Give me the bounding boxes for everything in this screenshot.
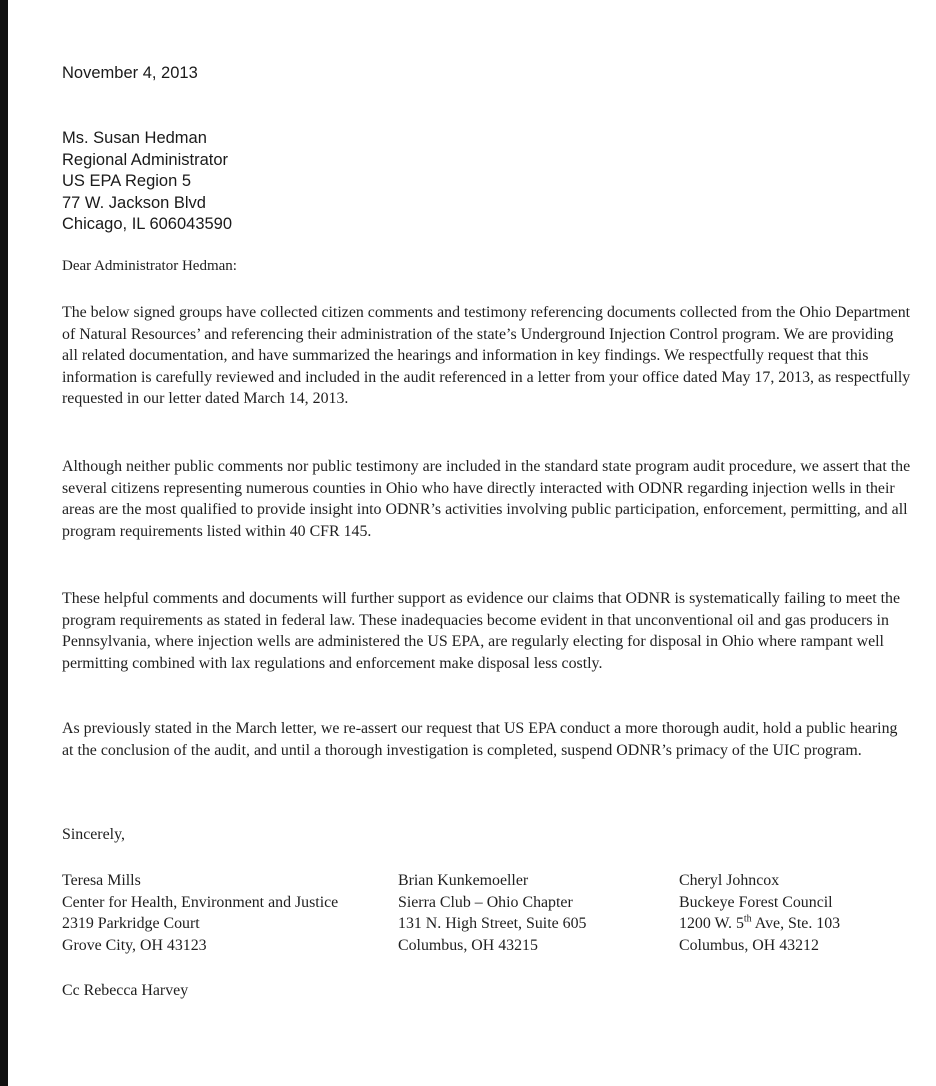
signatory-org: Buckeye Forest Council — [679, 893, 833, 911]
ordinal-suffix: th — [743, 913, 752, 925]
letter-date: November 4, 2013 — [62, 64, 198, 82]
street-number: 1200 W. 5 — [679, 915, 744, 933]
signatory-street — [679, 913, 840, 935]
body-paragraph: The below signed groups have collected citizen comments and testimony referencing documents collected from the Ohio Department of Natural Resources’ and referencing their administration of the state’s Underground Injection Control program. We are providing all related documentation, and have summarized the hearings and information in key findings. We respectfully request that this information is carefully reviewed and included in the audit referenced in a letter from your office dated May 17, 2013, as respectfully requested in our letter dated March 14, 2013. — [62, 304, 911, 408]
cc-line: Cc Rebecca Harvey — [62, 982, 189, 999]
signatory-org: Center for Health, Environment and Justice — [62, 893, 339, 911]
recipient-org: US EPA Region 5 — [62, 172, 192, 190]
body-paragraph: Although neither public comments nor public testimony are included in the standard state program audit procedure, we assert that the several citizens representing numerous counties in Ohio who have directly interacted with ODNR regarding injection wells in their areas are the most qualified to provide insight into ODNR’s activities involving public participation, enforcement, permitting, and all program requirements listed within 40 CFR 145. — [62, 458, 911, 540]
signatory-block — [679, 870, 840, 956]
street-remainder: Ave, Ste. 103 — [751, 915, 841, 933]
signatory-block — [62, 870, 338, 956]
recipient-street: 77 W. Jackson Blvd — [62, 193, 206, 212]
body-paragraph: As previously stated in the March letter, we re-assert our request that US EPA conduct a more thorough audit, hold a public hearing at the conclusion of the audit, and until a thorough investigation is completed, suspend ODNR’s primacy of the UIC program. — [62, 720, 898, 759]
signatory-city: Columbus, OH 43212 — [679, 936, 819, 954]
signatory-street: 131 N. High Street, Suite 605 — [398, 915, 587, 933]
recipient-city: Chicago, IL 606043590 — [62, 215, 233, 233]
recipient-address — [62, 128, 232, 236]
signatory-block — [398, 870, 586, 956]
signatory-name: Cheryl Johncox — [679, 872, 780, 889]
recipient-title: Regional Administrator — [62, 150, 228, 169]
salutation: Dear Administrator Hedman: — [62, 258, 237, 274]
signatory-city: Columbus, OH 43215 — [398, 936, 538, 954]
signatory-street: 2319 Parkridge Court — [62, 915, 200, 933]
closing: Sincerely, — [62, 826, 125, 843]
signatory-name: Teresa Mills — [62, 872, 141, 889]
signatory-name: Brian Kunkemoeller — [398, 872, 529, 889]
signatory-org: Sierra Club – Ohio Chapter — [398, 893, 573, 911]
signatory-city: Grove City, OH 43123 — [62, 936, 207, 954]
body-paragraph: These helpful comments and documents will further support as evidence our claims that ODNR is systematically failing to meet the program requirements as stated in federal law. These inadequacies become evident in that unconventional oil and gas producers in Pennsylvania, where injection wells are administered the US EPA, are regularly electing for disposal in Ohio where rampant well permitting combined with lax regulations and enforcement make disposal less costly. — [62, 590, 901, 672]
recipient-name: Ms. Susan Hedman — [62, 129, 207, 147]
